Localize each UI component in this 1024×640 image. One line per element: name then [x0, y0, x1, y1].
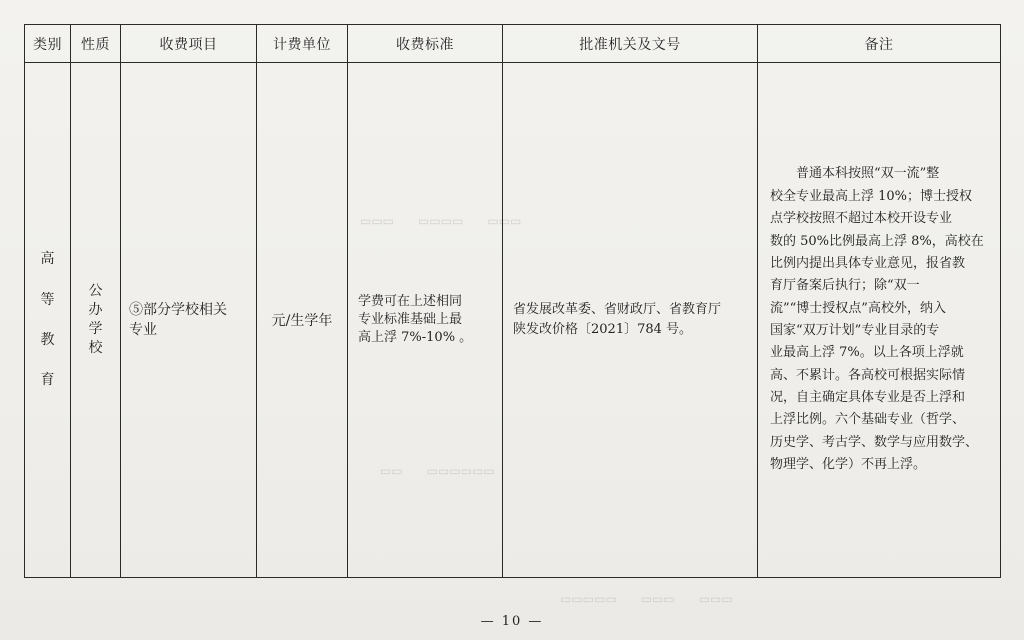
bleed-through-text: ▭▭ ▭▭▭▭▭▭	[380, 464, 495, 478]
nature-char: 公	[88, 283, 103, 300]
nature-char: 校	[88, 339, 103, 356]
remark-line: 物理学、化学）不再上浮。	[770, 457, 927, 473]
table-header-row	[25, 25, 1001, 63]
fee-standard-cell	[348, 63, 503, 578]
billing-unit-cell: 元/生学年	[257, 63, 348, 578]
header-nature: 性质	[71, 25, 121, 63]
category-cell	[25, 63, 71, 578]
remark-line: 高、不累计。各高校可根据实际情	[770, 367, 966, 383]
header-category: 类别	[25, 25, 71, 63]
remark-line: 国家“双万计划”专业目录的专	[770, 323, 940, 338]
fee-item-line: ⑤部分学校相关	[129, 301, 227, 318]
remark-line: 上浮比例。六个基础专业（哲学、	[770, 412, 966, 428]
header-fee-item: 收费项目	[121, 25, 257, 63]
category-char: 育	[40, 372, 55, 389]
approval-line: 陕发改价格〔2021〕784 号。	[513, 322, 693, 337]
header-approval-authority: 批准机关及文号	[503, 25, 758, 63]
remark-line: 业最高上浮 7%。以上各项上浮就	[770, 345, 964, 361]
remark-line: 比例内提出具体专业意见，报省教	[770, 255, 966, 271]
table-row	[25, 63, 1001, 578]
approval-line: 省发展改革委、省财政厅、省教育厅	[513, 301, 722, 317]
fee-standard-line: 学费可在上述相同	[358, 293, 463, 309]
remark-line: 普通本科按照“双一流”整	[770, 166, 940, 182]
nature-cell	[71, 63, 121, 578]
header-fee-standard: 收费标准	[348, 25, 503, 63]
nature-char: 学	[88, 321, 103, 337]
category-char: 等	[40, 291, 55, 308]
remark-line: 历史学、考古学、数学与应用数学、	[770, 434, 979, 450]
remark-line: 校全专业最高上浮 10%；博士授权	[770, 188, 973, 204]
fee-item-cell	[121, 63, 257, 578]
header-remarks: 备注	[758, 25, 1001, 63]
fee-table	[24, 24, 1001, 578]
fee-standard-line: 高上浮 7%-10% 。	[358, 330, 473, 346]
page-number: — 10 —	[480, 614, 544, 629]
category-char: 教	[40, 332, 55, 348]
remark-line: 点学校按照不超过本校开设专业	[770, 211, 953, 227]
header-billing-unit: 计费单位	[257, 25, 348, 63]
bleed-through-text: ▭▭▭ ▭▭▭▭ ▭▭▭	[360, 214, 522, 228]
remark-line: 况，自主确定具体专业是否上浮和	[770, 390, 966, 406]
approval-cell	[503, 63, 758, 578]
remark-line: 育厅备案后执行；除“双一	[770, 278, 920, 294]
nature-char: 办	[88, 302, 103, 319]
fee-standard-line: 专业标准基础上最	[358, 311, 463, 327]
category-char: 高	[40, 251, 55, 268]
remark-line: 流”“博士授权点”高校外，纳入	[770, 300, 946, 316]
remark-line: 数的 50%比例最高上浮 8%，高校在	[770, 233, 984, 249]
remarks-cell	[758, 63, 1001, 578]
fee-item-line: 专业	[129, 322, 157, 338]
bleed-through-text: ▭▭▭▭▭ ▭▭▭ ▭▭▭	[560, 592, 733, 606]
